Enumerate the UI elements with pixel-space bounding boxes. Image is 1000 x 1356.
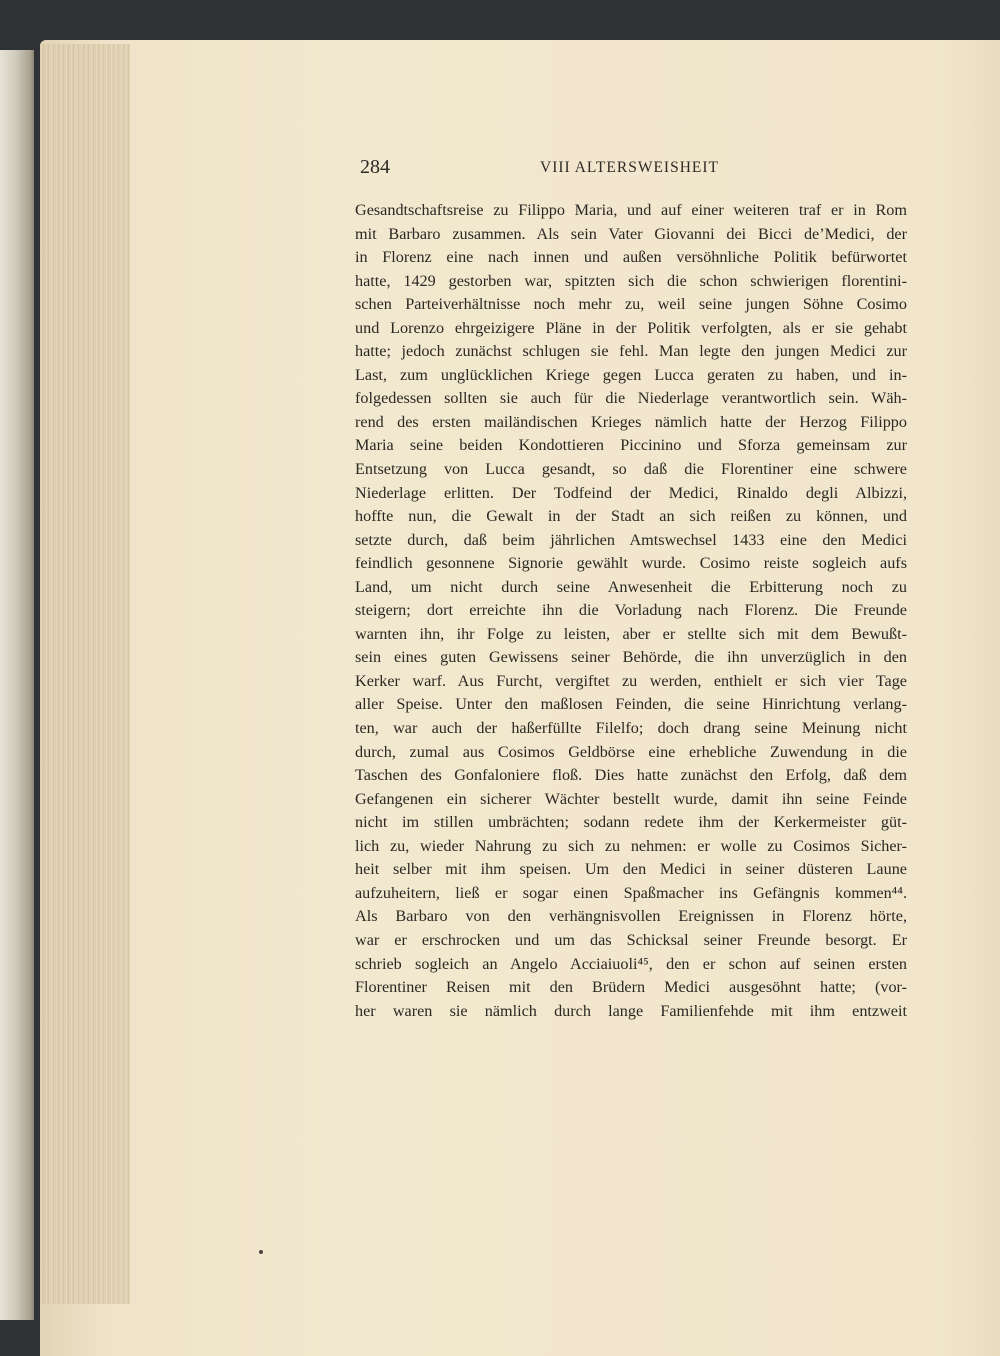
page-header	[360, 156, 920, 182]
text-line: heit selber mit ihm speisen. Um den Medici in seiner düsteren Laune	[355, 860, 907, 879]
text-line: aufzuheitern, ließ er sogar einen Spaßmacher ins Gefängnis kommen⁴⁴.	[355, 883, 907, 902]
text-line: hatte; jedoch zunächst schlugen sie fehl. Man legte den jungen Medici zur	[355, 342, 907, 361]
text-line: her waren sie nämlich durch lange Familienfehde mit ihm entzweit	[355, 1001, 907, 1020]
text-line: lich zu, wieder Nahrung zu sich zu nehmen: er wolle zu Cosimos Sicher-	[355, 836, 907, 855]
text-line: rend des ersten mailändischen Krieges nämlich hatte der Herzog Filippo	[355, 412, 907, 431]
text-line: Florentiner Reisen mit den Brüdern Medici ausgesöhnt hatte; (vor-	[355, 978, 907, 997]
text-line: steigern; dort erreichte ihn die Vorladung nach Florenz. Die Freunde	[355, 601, 907, 620]
ink-speck	[259, 1250, 263, 1254]
text-line: warnten ihn, ihr Folge zu leisten, aber er stellte sich mit dem Bewußt-	[355, 624, 907, 643]
text-line: aller Speise. Unter den maßlosen Feinden, die seine Hinrichtung verlang-	[355, 695, 907, 714]
text-line: sein eines guten Gewissens seiner Behörde, die ihn unverzüglich in den	[355, 648, 907, 667]
text-line: Als Barbaro von den verhängnisvollen Ereignissen in Florenz hörte,	[355, 907, 907, 926]
text-line: in Florenz eine nach innen und außen versöhnliche Politik befürwortet	[355, 248, 907, 267]
text-line: folgedessen sollten sie auch für die Niederlage verantwortlich sein. Wäh-	[355, 389, 907, 408]
text-line: Land, um nicht durch seine Anwesenheit die Erbitterung noch zu	[355, 577, 907, 596]
text-line: hatte, 1429 gestorben war, spitzten sich die schon schwierigen florentini-	[355, 271, 907, 290]
text-line: feindlich gesonnene Signorie gewählt wurde. Cosimo reiste sogleich aufs	[355, 554, 907, 573]
page-number: 284	[360, 156, 390, 178]
running-head: VIII ALTERSWEISHEIT	[540, 159, 720, 176]
text-line: nicht im stillen umbrächten; sodann redete ihm der Kerkermeister güt-	[355, 813, 907, 832]
text-line: Gefangenen ein sicherer Wächter bestellt wurde, damit ihn seine Feinde	[355, 789, 907, 808]
text-line: durch, zumal aus Cosimos Geldbörse eine erhebliche Zuwendung in die	[355, 742, 907, 761]
text-line: ten, war auch der haßerfüllte Filelfo; doch drang seine Meinung nicht	[355, 719, 907, 738]
book-binding	[0, 50, 34, 1320]
text-line: schen Parteiverhältnisse noch mehr zu, weil seine jungen Söhne Cosimo	[355, 295, 907, 314]
text-line: Gesandtschaftsreise zu Filippo Maria, und auf einer weiteren traf er in Rom	[355, 201, 907, 219]
text-line: Last, zum unglücklichen Kriege gegen Lucca geraten zu haben, und in-	[355, 365, 907, 384]
text-line: war er erschrocken und um das Schicksal seiner Freunde besorgt. Er	[355, 930, 907, 949]
text-line: Kerker warf. Aus Furcht, vergiftet zu werden, enthielt er sich vier Tage	[355, 671, 907, 690]
text-line: Taschen des Gonfaloniere floß. Dies hatte zunächst den Erfolg, daß dem	[355, 766, 907, 785]
text-line: schrieb sogleich an Angelo Acciaiuoli⁴⁵, den er schon auf seinen ersten	[355, 954, 907, 973]
text-line: und Lorenzo ehrgeizigere Pläne in der Politik verfolgten, als er sie gehabt	[355, 318, 907, 337]
body-text	[355, 199, 907, 1023]
page-edges	[40, 44, 130, 1304]
text-line: Maria seine beiden Kondottieren Piccinino und Sforza gemeinsam zur	[355, 436, 907, 455]
text-line: setzte durch, daß beim jährlichen Amtswechsel 1433 eine den Medici	[355, 530, 907, 549]
text-line: Entsetzung von Lucca gesandt, so daß die Florentiner eine schwere	[355, 460, 907, 479]
text-line: hoffte nun, die Gewalt in der Stadt an sich reißen zu können, und	[355, 507, 907, 526]
text-line: mit Barbaro zusammen. Als sein Vater Giovanni dei Bicci de’Medici, der	[355, 224, 907, 243]
text-line: Niederlage erlitten. Der Todfeind der Medici, Rinaldo degli Albizzi,	[355, 483, 907, 502]
